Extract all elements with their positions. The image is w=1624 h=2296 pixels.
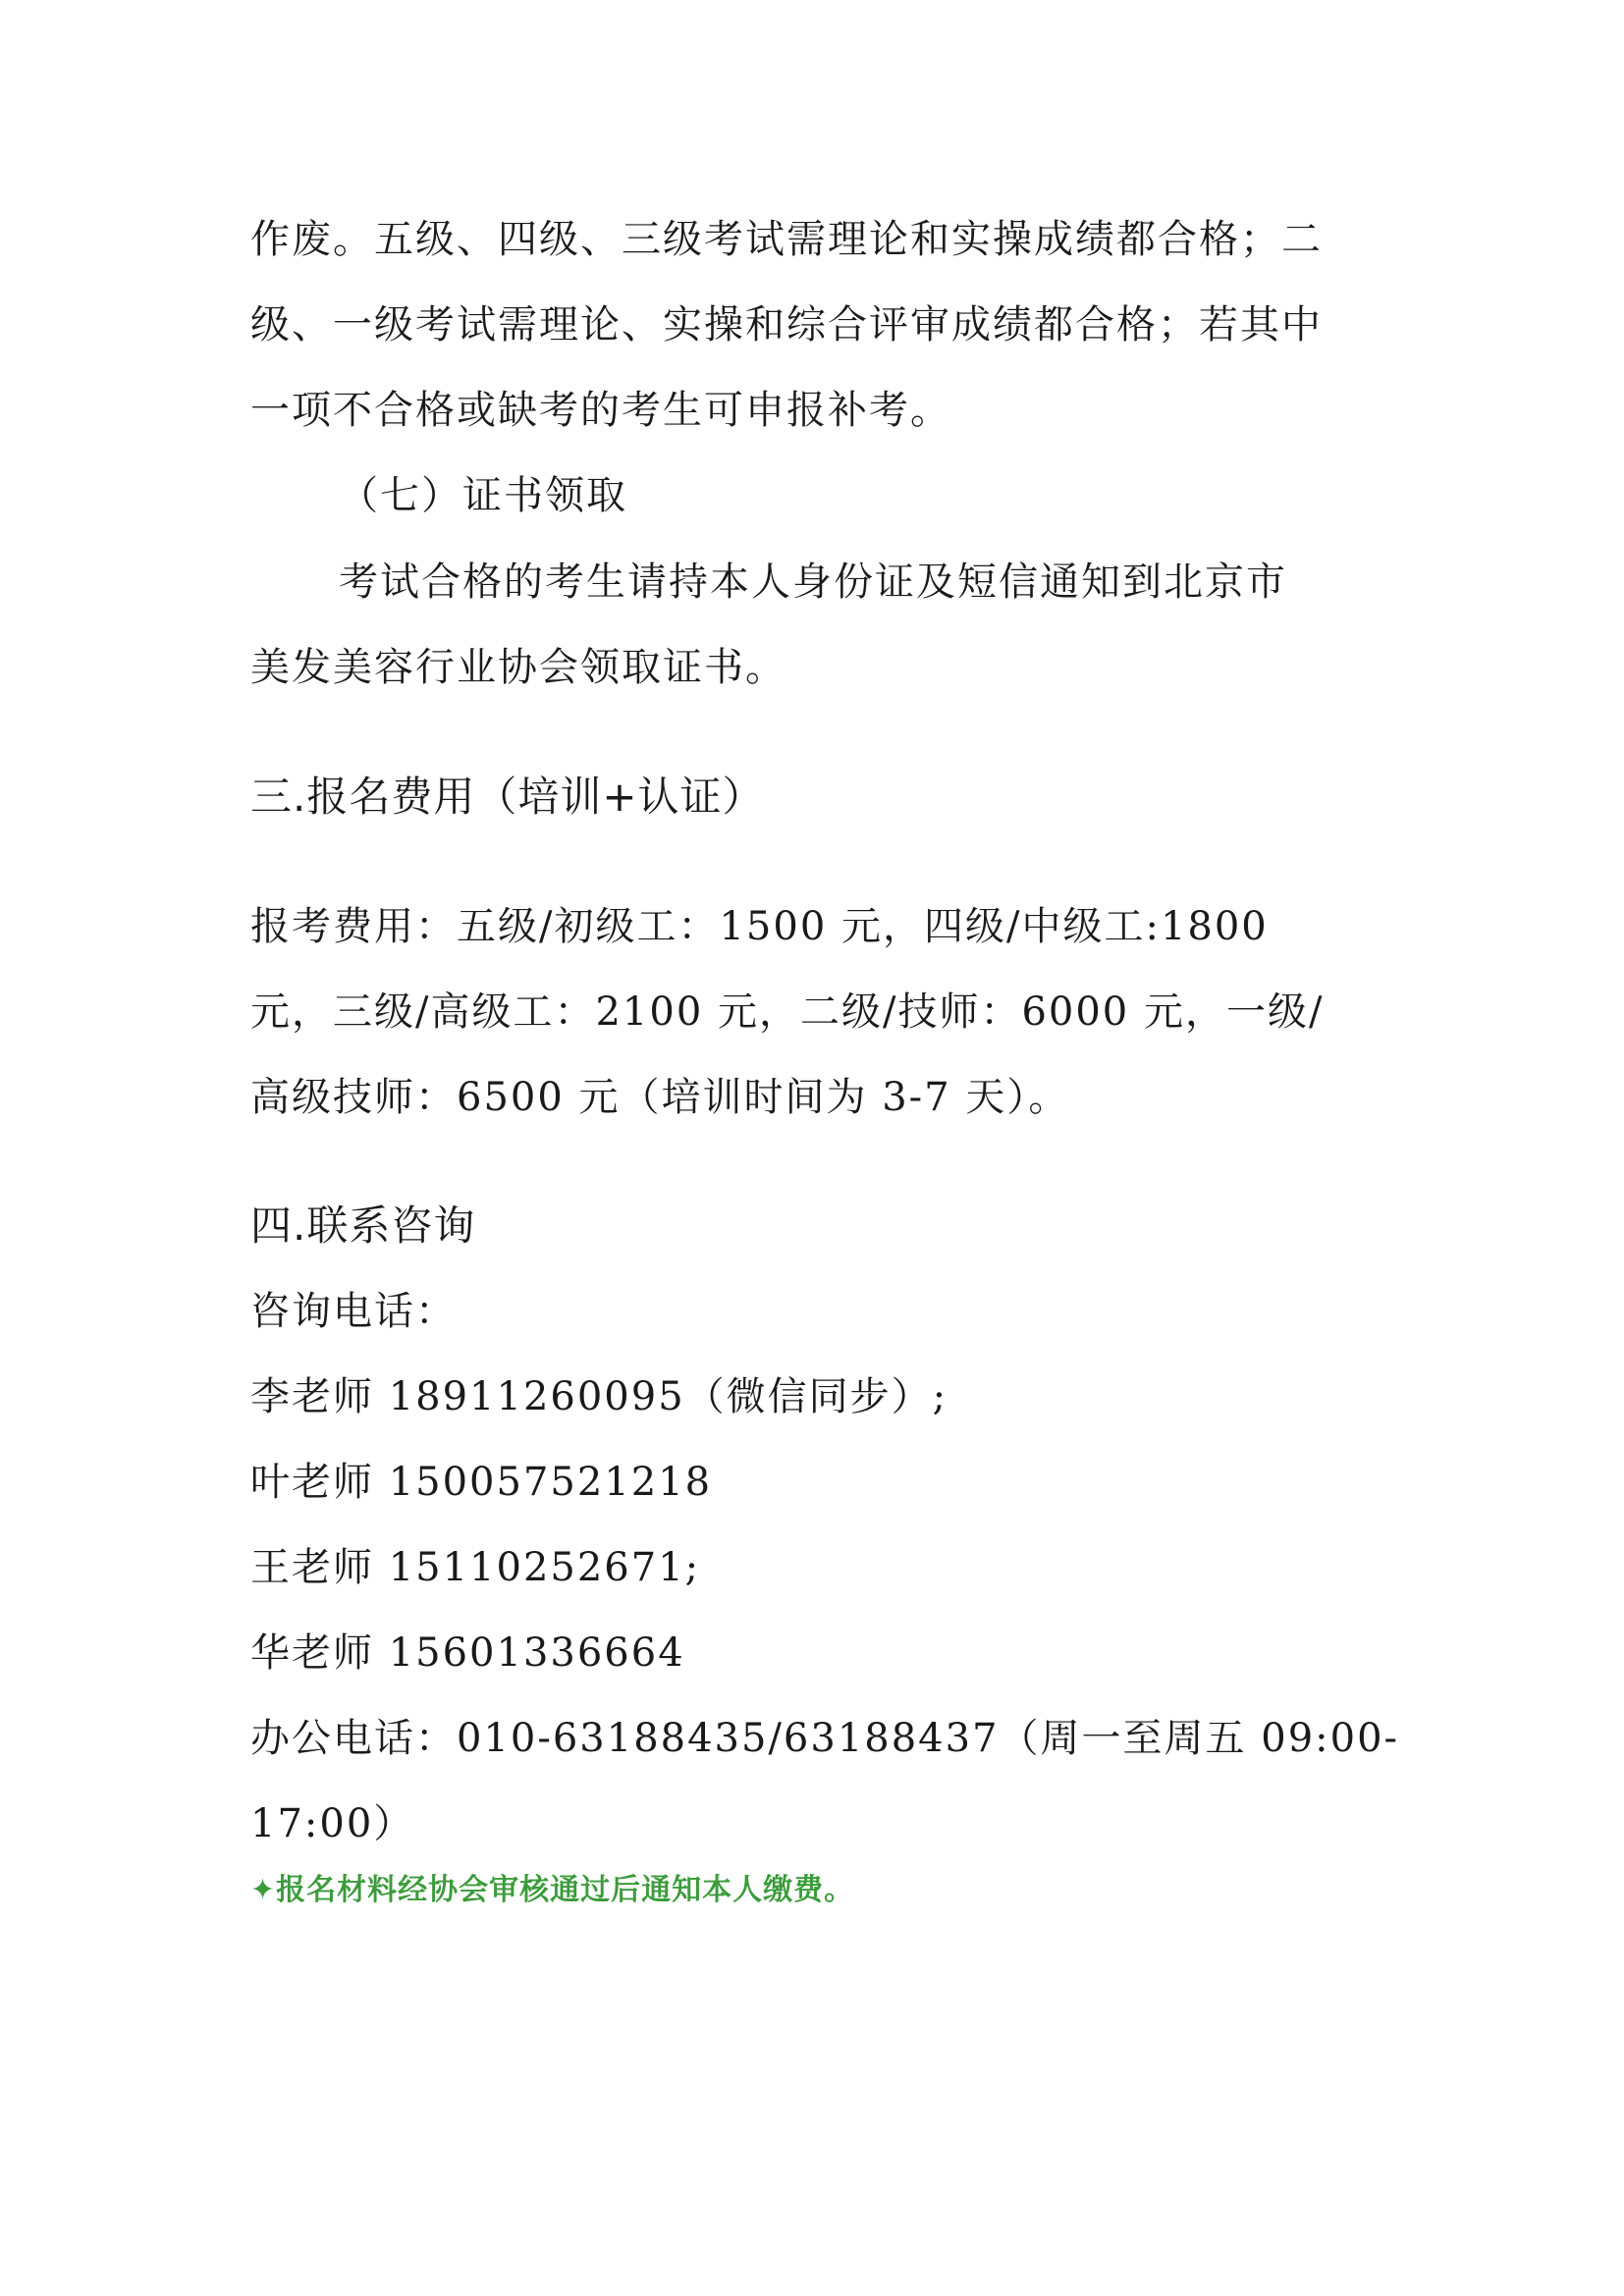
- certificate-subheading: （七）证书领取: [339, 473, 627, 518]
- contact-heading: 四.联系咨询: [250, 1201, 476, 1250]
- exam-paragraph-line-3: 一项不合格或缺考的考生可申报补考。: [250, 388, 951, 433]
- exam-paragraph-line-1: 作废。五级、四级、三级考试需理论和实操成绩都合格；二: [250, 217, 1323, 262]
- contact-teacher-wang: 王老师 15110252671;: [250, 1545, 701, 1590]
- contact-teacher-ye: 叶老师 150057521218: [250, 1460, 713, 1505]
- contact-phone-label: 咨询电话：: [250, 1289, 457, 1334]
- exam-paragraph-line-2: 级、一级考试需理论、实操和综合评审成绩都合格；若其中: [250, 302, 1323, 347]
- payment-note: ✦报名材料经协会审核通过后通知本人缴费。: [250, 1873, 855, 1907]
- certificate-paragraph-line-1: 考试合格的考生请持本人身份证及短信通知到北京市: [339, 560, 1287, 605]
- contact-teacher-li: 李老师 18911260095（微信同步）;: [250, 1374, 948, 1419]
- contact-office-hours: 17:00）: [250, 1801, 415, 1846]
- contact-office-phone: 办公电话：010-63188435/63188437（周一至周五 09:00-: [250, 1716, 1400, 1761]
- fees-heading: 三.报名费用（培训+认证）: [250, 773, 765, 821]
- certificate-paragraph-line-2: 美发美容行业协会领取证书。: [250, 645, 786, 690]
- fees-paragraph-line-2: 元，三级/高级工：2100 元，二级/技师：6000 元，一级/: [250, 989, 1325, 1035]
- contact-teacher-hua: 华老师 15601336664: [250, 1630, 685, 1676]
- fees-paragraph-line-1: 报考费用：五级/初级工：1500 元，四级/中级工:1800: [250, 904, 1269, 949]
- fees-paragraph-line-3: 高级技师：6500 元（培训时间为 3-7 天）。: [250, 1075, 1070, 1120]
